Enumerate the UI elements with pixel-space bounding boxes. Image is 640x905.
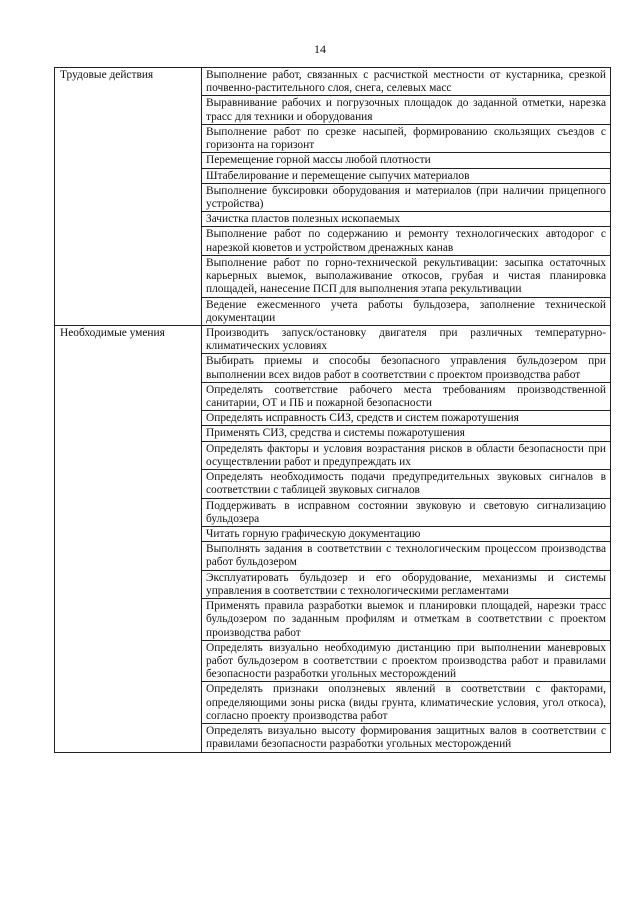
requirement-item: Выполнение работ по срезке насыпей, формированию скользящих съездов с горизонта на горизонт (202, 124, 611, 152)
requirement-item: Ведение ежесменного учета работы бульдозера, заполнение технической документации (202, 297, 611, 325)
requirement-item: Выравнивание рабочих и погрузочных площадок до заданной отметки, нарезка трасс для техники и оборудования (202, 96, 611, 124)
requirement-item: Определять факторы и условия возрастания рисков в области безопасности при осуществлении работ и предупреждать их (202, 441, 611, 469)
requirement-item: Эксплуатировать бульдозер и его оборудование, механизмы и системы управления в соответствии с технологическими регламентами (202, 570, 611, 598)
requirement-item: Поддерживать в исправном состоянии звуковую и световую сигнализацию бульдозера (202, 498, 611, 526)
table-row (55, 325, 611, 353)
requirement-item: Выбирать приемы и способы безопасного управления бульдозером при выполнении всех видов работ в соответствии с проектом производства работ (202, 354, 611, 382)
requirements-table (54, 67, 611, 753)
requirement-item: Перемещение горной массы любой плотности (202, 153, 611, 168)
requirement-item: Определять визуально необходимую дистанцию при выполнении маневровых работ бульдозером в соответствии с проектом производства работ и правилами безопасности разработки угольных месторождений (202, 640, 611, 682)
requirement-item: Применять правила разработки выемок и планировки площадей, нарезки трасс бульдозером по заданным профилям и отметкам в соответствии с проектом производства работ (202, 599, 611, 641)
requirement-item: Определять исправность СИЗ, средств и систем пожаротушения (202, 411, 611, 426)
requirement-item: Выполнять задания в соответствии с технологическим процессом производства работ бульдозером (202, 542, 611, 570)
requirement-item: Читать горную графическую документацию (202, 527, 611, 542)
page-number: 14 (314, 42, 326, 56)
requirement-item: Штабелирование и перемещение сыпучих материалов (202, 168, 611, 183)
requirement-item: Определять необходимость подачи предупредительных звуковых сигналов в соответствии с таблицей звуковых сигналов (202, 470, 611, 498)
requirement-item: Выполнение работ по горно-технической рекультивации: засыпка остаточных карьерных выемок, выполаживание откосов, грубая и чистая планировка площадей, нанесение ПСП для выполнения этапа рекультивации (202, 255, 611, 297)
requirement-item: Зачистка пластов полезных ископаемых (202, 212, 611, 227)
section-label: Необходимые умения (55, 325, 202, 752)
requirement-item: Определять признаки оползневых явлений в соответствии с факторами, определяющими зоны риска (виды грунта, климатические условия, угол откоса), согласно проекту производства работ (202, 682, 611, 724)
requirement-item: Выполнение буксировки оборудования и материалов (при наличии прицепного устройства) (202, 183, 611, 211)
requirement-item: Применять СИЗ, средства и системы пожаротушения (202, 426, 611, 441)
section-label: Трудовые действия (55, 68, 202, 326)
requirement-item: Производить запуск/остановку двигателя при различных температурно-климатических условиях (202, 325, 611, 353)
table-row (55, 68, 611, 96)
requirement-item: Определять соответствие рабочего места требованиям производственной санитарии, ОТ и ПБ и пожарной безопасности (202, 382, 611, 410)
requirement-item: Определять визуально высоту формирования защитных валов в соответствии с правилами безопасности разработки угольных месторождений (202, 724, 611, 752)
requirement-item: Выполнение работ, связанных с расчисткой местности от кустарника, срезкой почвенно-растительного слоя, снега, селевых масс (202, 68, 611, 96)
requirement-item: Выполнение работ по содержанию и ремонту технологических автодорог с нарезкой кюветов и устройством дренажных канав (202, 227, 611, 255)
